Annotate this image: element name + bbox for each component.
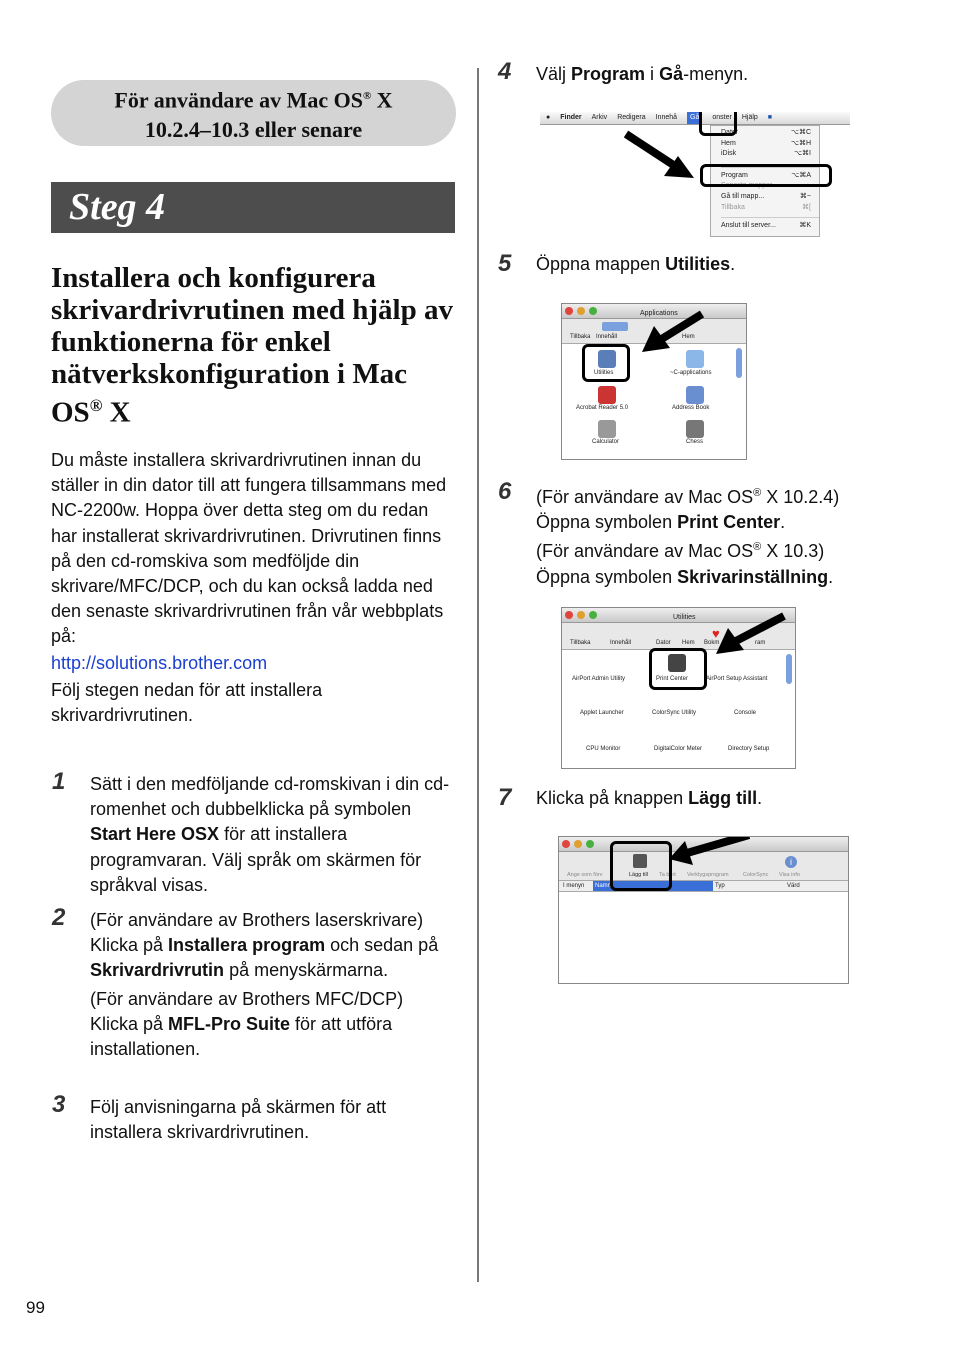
menu-item-goto[interactable]: Gå till mapp... ⌘~ [721,192,811,200]
menu-hjalp[interactable]: Hjälp [741,114,758,121]
address-book-icon [686,386,704,404]
menu-innehall[interactable]: Innehå [655,114,678,121]
console-app[interactable]: Console [734,710,757,716]
view-toggle-icon[interactable] [602,322,628,331]
applications-window [561,303,747,460]
heart-icon[interactable]: ♥ [712,626,720,641]
menu-item-back[interactable]: Tillbaka ⌘[ [721,203,811,211]
zoom-icon[interactable] [589,307,597,315]
utilities-folder[interactable]: Utilities [594,370,614,376]
close-icon[interactable] [565,611,573,619]
menu-fonster[interactable]: onster [712,114,732,121]
highlight-program [700,164,832,187]
arrow-icon [712,610,792,660]
step-title: Steg 4 [51,182,455,233]
chess-app[interactable]: Chess [686,439,704,445]
step-number-3: 3 [52,1091,66,1118]
toolbar-utility[interactable]: Verktygsprogram [687,872,729,878]
toolbar-delete[interactable]: Ta bort [659,872,676,878]
menu-item-program[interactable]: Program ⌥⌘A [721,171,811,179]
menu-item-hem[interactable]: Hem ⌥⌘H [721,139,811,147]
step-5-text: Öppna mappen Utilities. [536,254,736,274]
minimize-icon[interactable] [577,611,585,619]
airport-admin-app[interactable]: AirPort Admin Utility [572,676,626,682]
arrow-icon [620,126,700,186]
toolbar-computer[interactable]: Dator [656,640,671,646]
step-number-6: 6 [498,478,512,505]
menu-item-dator[interactable]: Dator ⌥⌘C [721,129,811,136]
colorsync-utility-app[interactable]: ColorSync Utility [652,710,697,716]
step-number-2: 2 [52,904,66,931]
add-printer-button[interactable]: Lägg till [629,872,648,878]
support-link[interactable]: http://solutions.brother.com [51,652,268,673]
menu-redigera[interactable]: Redigera [617,114,646,121]
toolbar-back[interactable]: Tillbaka [570,640,591,646]
step-6-text: (För användare av Mac OS® X 10.2.4) Öppna symbolen Print Center. (För användare av Mac OS® X 10.3) Öppna symbolen Skrivarinställning. [536,487,840,587]
column-divider [477,68,479,1282]
toolbar-home[interactable]: Hem [682,640,695,646]
step-3-text: Följ anvisningarna på skärmen för att installera skrivardrivrutinen. [90,1097,387,1143]
toolbar-view[interactable]: Innehåll [596,334,618,340]
page-number: 99 [26,1298,45,1317]
zoom-icon[interactable] [586,840,594,848]
go-menu-screenshot [540,112,850,238]
arrow-icon [665,836,755,873]
step-4-text: Välj Program i Gå-menyn. [536,64,749,84]
menu-ga[interactable]: Gå [687,112,702,124]
apple-icon: ● [546,114,551,121]
digitalcolor-meter-app[interactable]: DigitalColor Meter [654,746,703,752]
arrow-icon [638,308,708,358]
info-icon: i [785,856,797,868]
step-1-text: Sätt i den medföljande cd-romskivan i din cd-romenhet och dubbelklicka på symbolen Start Here OSX för att installera programvaran. Välj språk om skärmen för språkval visas. [90,774,450,895]
airport-setup-app[interactable]: AirPort Setup Assistant [706,676,768,682]
toolbar-programs[interactable]: ram [755,640,766,646]
menu-arkiv[interactable]: Arkiv [591,114,608,121]
applet-launcher-app[interactable]: Applet Launcher [580,710,624,716]
minimize-icon[interactable] [577,307,585,315]
toolbar-info[interactable]: Visa info [779,872,800,878]
toolbar-back[interactable]: Tillbaka [570,334,591,340]
menu-item-recent[interactable]: Senaste mappar ▸ [721,182,811,190]
col-in-menu[interactable]: I menyn [563,883,585,889]
utilities-window [561,607,796,769]
step-2-text: (För användare av Brothers laserskrivare) Klicka på Installera program och sedan på Skrivardrivrutin på menyskärmarna. (För användare av Brothers MFC/DCP) Klicka på MFL-Pro Suite för att utföra installationen. [90,910,439,1060]
col-host[interactable]: Värd [787,883,800,889]
highlight-ga [699,112,737,136]
scrollbar[interactable] [736,348,742,378]
menu-item-idisk[interactable]: iDisk ⌥⌘I [721,150,811,158]
menu-separator [721,213,819,218]
cpu-monitor-app[interactable]: CPU Monitor [586,746,621,752]
step-7-text: Klicka på knappen Lägg till. [536,788,763,808]
step-number-4: 4 [498,58,512,85]
menu-finder[interactable]: Finder [560,114,582,121]
toolbar-set-default[interactable]: Ange som förv [567,872,603,878]
col-name[interactable]: Namn [593,881,713,891]
highlight-add-button [610,841,672,891]
col-type[interactable]: Typ [715,883,725,889]
directory-setup-app[interactable]: Directory Setup [728,746,770,752]
chess-icon [686,420,704,438]
toolbar-bookmarks[interactable]: Bokm [704,640,720,646]
zoom-icon[interactable] [589,611,597,619]
step-number-7: 7 [498,784,512,811]
toolbar-colorsync[interactable]: ColorSync [743,872,769,878]
step-number-5: 5 [498,250,512,277]
intro-text: Du måste installera skrivardrivrutinen innan du ställer in din dator till att fungera tillsammans med NC-2200w. Hoppa över detta steg om du redan har installerat skrivardrivrutinen. Drivrutinen finns på den cd-romskiva som medföljde din skrivare/MFC/DCP, och du kan också ladda ned den senaste skrivardrivrutinen från vår webbplats på: http://solutions.brother.com Följ stegen nedan för att installera skrivardrivrutinen. [51,448,451,728]
toolbar-home[interactable]: Hem [682,334,695,340]
highlight-print-center [649,648,707,690]
menu-item-connect[interactable]: Anslut till server... ⌘K [721,222,811,230]
os-version-banner: För användare av Mac OS® X 10.2.4–10.3 eller senare [51,80,456,146]
printer-list-window [558,836,849,984]
menu-bar [540,112,850,125]
highlight-utilities [582,344,630,382]
close-icon[interactable] [565,307,573,315]
toolbar-view[interactable]: Innehåll [610,640,632,646]
calculator-icon [598,420,616,438]
table-header [559,881,848,892]
print-center-app[interactable]: Print Center [656,676,689,682]
c-applications-folder[interactable]: ~C-applications [670,370,712,376]
acrobat-icon [598,386,616,404]
window-title: Applications [640,310,678,317]
calculator-app[interactable]: Calculator [592,439,620,445]
minimize-icon[interactable] [574,840,582,848]
page-heading: Installera och konfigurera skrivardrivrutinen med hjälp av funktionerna för enkel nätverkskonfiguration i Mac OS® X [51,262,453,429]
step-number-1: 1 [52,768,66,795]
address-book-app[interactable]: Address Book [672,405,710,411]
close-icon[interactable] [562,840,570,848]
flag-icon: ■ [767,114,773,121]
acrobat-app[interactable]: Acrobat Reader 5.0 [576,405,629,411]
printer-list[interactable] [559,892,848,984]
window-title: Utilities [673,614,696,621]
